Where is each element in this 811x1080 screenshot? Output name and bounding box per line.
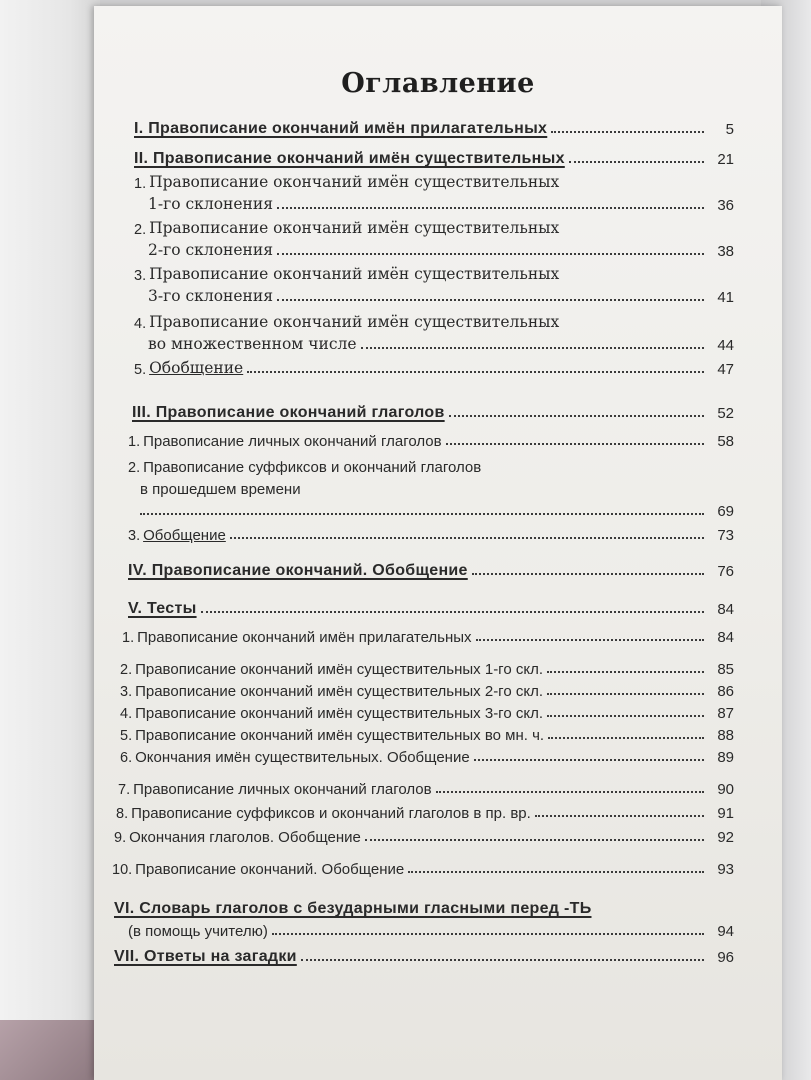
toc-item[interactable] bbox=[122, 620, 734, 646]
toc-item-label: Окончания имён существительных. Обобщение bbox=[135, 749, 470, 766]
dot-leader bbox=[547, 671, 704, 673]
toc-item-label: Обобщение bbox=[143, 527, 226, 544]
toc-item-label: 3-го склонения bbox=[148, 287, 273, 305]
toc-item-number: 5. bbox=[120, 728, 133, 744]
toc-section-4[interactable] bbox=[128, 554, 734, 580]
dot-leader bbox=[277, 253, 704, 255]
toc-page-number: 90 bbox=[717, 781, 734, 798]
toc-item-label: (в помощь учителю) bbox=[128, 923, 268, 940]
toc-item-label: Обобщение bbox=[149, 359, 244, 377]
toc-item[interactable] bbox=[118, 772, 734, 798]
toc-section-1[interactable] bbox=[134, 112, 734, 138]
toc-item[interactable] bbox=[128, 518, 734, 544]
toc-item-label: Правописание суффиксов и окончаний глаголов bbox=[143, 459, 482, 476]
dot-leader bbox=[230, 537, 704, 539]
dot-leader bbox=[408, 871, 704, 873]
toc-item-continued[interactable] bbox=[148, 234, 734, 260]
toc-item-number: 2. bbox=[134, 222, 147, 238]
toc-item-continued[interactable] bbox=[148, 188, 734, 214]
toc-item[interactable] bbox=[116, 796, 734, 822]
toc-item[interactable] bbox=[120, 740, 734, 766]
toc-item-label: Правописание суффиксов и окончаний глаголов в пр. вр. bbox=[131, 805, 531, 822]
toc-section-6-sub[interactable] bbox=[128, 914, 734, 940]
dot-leader bbox=[472, 573, 704, 575]
toc-item-number: 1. bbox=[128, 434, 141, 450]
dot-leader bbox=[365, 839, 704, 841]
dot-leader bbox=[277, 207, 704, 209]
toc-page-number: 89 bbox=[717, 749, 734, 766]
page-title: Оглавление bbox=[341, 68, 535, 99]
toc-page-number: 84 bbox=[717, 629, 734, 646]
toc-item-number: 4. bbox=[120, 706, 133, 722]
toc-page-number: 86 bbox=[717, 683, 734, 700]
toc-item-number: 2. bbox=[120, 662, 133, 678]
toc-item-number: 10. bbox=[112, 862, 133, 878]
dot-leader bbox=[277, 299, 704, 301]
dot-leader bbox=[446, 443, 704, 445]
dot-leader bbox=[272, 933, 704, 935]
toc-item-label: Правописание окончаний имён существительных bbox=[149, 173, 560, 191]
toc-page-number: 92 bbox=[717, 829, 734, 846]
toc-item-number: 3. bbox=[128, 528, 141, 544]
toc-page-number: 58 bbox=[717, 433, 734, 450]
toc-section-label: VII. Ответы на загадки bbox=[114, 948, 297, 965]
toc-item-number: 3. bbox=[120, 684, 133, 700]
toc-page-number: 41 bbox=[717, 289, 734, 306]
toc-page-number: 36 bbox=[717, 197, 734, 214]
dot-leader bbox=[547, 715, 704, 717]
toc-item-number: 4. bbox=[134, 316, 147, 332]
toc-section-label: VI. Словарь глаголов с безударными гласными перед -ТЬ bbox=[114, 900, 592, 917]
toc-page-number: 52 bbox=[717, 405, 734, 422]
toc-item-label: Правописание окончаний имён существительных bbox=[149, 219, 560, 237]
toc-section-label: III. Правописание окончаний глаголов bbox=[132, 404, 445, 421]
toc-page-number: 73 bbox=[717, 527, 734, 544]
toc-item-number: 6. bbox=[120, 750, 133, 766]
toc-page-number: 5 bbox=[725, 121, 734, 138]
toc-page-number: 69 bbox=[717, 503, 734, 520]
toc-item-number: 1. bbox=[134, 176, 147, 192]
toc-page-number: 93 bbox=[717, 861, 734, 878]
toc-item-label: Правописание окончаний имён существительных bbox=[149, 265, 560, 283]
book-page bbox=[94, 6, 782, 1080]
toc-item-label: Правописание личных окончаний глаголов bbox=[133, 781, 432, 798]
toc-item[interactable] bbox=[128, 424, 734, 450]
dot-leader bbox=[535, 815, 704, 817]
toc-page-number: 94 bbox=[717, 923, 734, 940]
toc-item-label: Правописание окончаний имён существительных во мн. ч. bbox=[135, 727, 545, 744]
dot-leader bbox=[449, 415, 704, 417]
toc-item-number: 2. bbox=[128, 460, 141, 476]
toc-item-label: Окончания глаголов. Обобщение bbox=[129, 829, 361, 846]
toc-page-number: 47 bbox=[717, 361, 734, 378]
toc-item-continued[interactable] bbox=[148, 328, 734, 354]
toc-item-number: 3. bbox=[134, 268, 147, 284]
toc-page-number: 88 bbox=[717, 727, 734, 744]
toc-section-7[interactable] bbox=[114, 940, 734, 966]
dot-leader bbox=[301, 959, 704, 961]
toc-item-label: Правописание личных окончаний глаголов bbox=[143, 433, 442, 450]
toc-item-label: 2-го склонения bbox=[148, 241, 273, 259]
toc-item-label: 1-го склонения bbox=[148, 195, 273, 213]
toc-item[interactable] bbox=[112, 852, 734, 878]
toc-item-continued[interactable] bbox=[148, 280, 734, 306]
toc-item-number: 8. bbox=[116, 806, 129, 822]
toc-item[interactable] bbox=[134, 352, 734, 378]
toc-item-label: Правописание окончаний имён существительных 1-го скл. bbox=[135, 661, 543, 678]
toc-page-number: 84 bbox=[717, 601, 734, 618]
toc-page-number: 44 bbox=[717, 337, 734, 354]
toc-page-number: 76 bbox=[717, 563, 734, 580]
toc-page-number: 38 bbox=[717, 243, 734, 260]
dot-leader bbox=[201, 611, 704, 613]
background-left bbox=[0, 0, 100, 1080]
toc-item-label: во множественном числе bbox=[148, 335, 357, 353]
dot-leader bbox=[361, 347, 704, 349]
toc-section-2[interactable] bbox=[134, 142, 734, 168]
toc-page-number: 87 bbox=[717, 705, 734, 722]
toc-item-number: 7. bbox=[118, 782, 131, 798]
toc-item-label: Правописание окончаний имён прилагательных bbox=[137, 629, 472, 646]
dot-leader bbox=[548, 737, 704, 739]
toc-item-label: в прошедшем времени bbox=[140, 481, 301, 498]
dot-leader bbox=[140, 513, 704, 515]
toc-item-number: 9. bbox=[114, 830, 127, 846]
dot-leader bbox=[551, 131, 704, 133]
dot-leader bbox=[247, 371, 704, 373]
toc-page-number: 91 bbox=[717, 805, 734, 822]
toc-item-label: Правописание окончаний имён существительных bbox=[149, 313, 560, 331]
dot-leader bbox=[569, 161, 704, 163]
dot-leader bbox=[547, 693, 704, 695]
toc-item-label: Правописание окончаний имён существительных 2-го скл. bbox=[135, 683, 543, 700]
toc-page-number: 96 bbox=[717, 949, 734, 966]
toc-section-label: II. Правописание окончаний имён существительных bbox=[134, 150, 565, 167]
toc-section-5[interactable] bbox=[128, 592, 734, 618]
toc-item-number: 1. bbox=[122, 630, 135, 646]
toc-section-label: V. Тесты bbox=[128, 600, 197, 617]
toc-page-number: 21 bbox=[717, 151, 734, 168]
toc-section-label: IV. Правописание окончаний. Обобщение bbox=[128, 562, 468, 579]
toc-section-3[interactable] bbox=[132, 396, 734, 422]
toc-item-label: Правописание окончаний имён существительных 3-го скл. bbox=[135, 705, 543, 722]
toc-page-number: 85 bbox=[717, 661, 734, 678]
toc-item-number: 5. bbox=[134, 362, 147, 378]
dot-leader bbox=[474, 759, 704, 761]
toc-item[interactable] bbox=[114, 820, 734, 846]
dot-leader bbox=[476, 639, 704, 641]
toc-item-label: Правописание окончаний. Обобщение bbox=[135, 861, 405, 878]
toc-item-leader[interactable] bbox=[140, 494, 734, 520]
toc-section-label: I. Правописание окончаний имён прилагательных bbox=[134, 120, 548, 137]
dot-leader bbox=[436, 791, 704, 793]
